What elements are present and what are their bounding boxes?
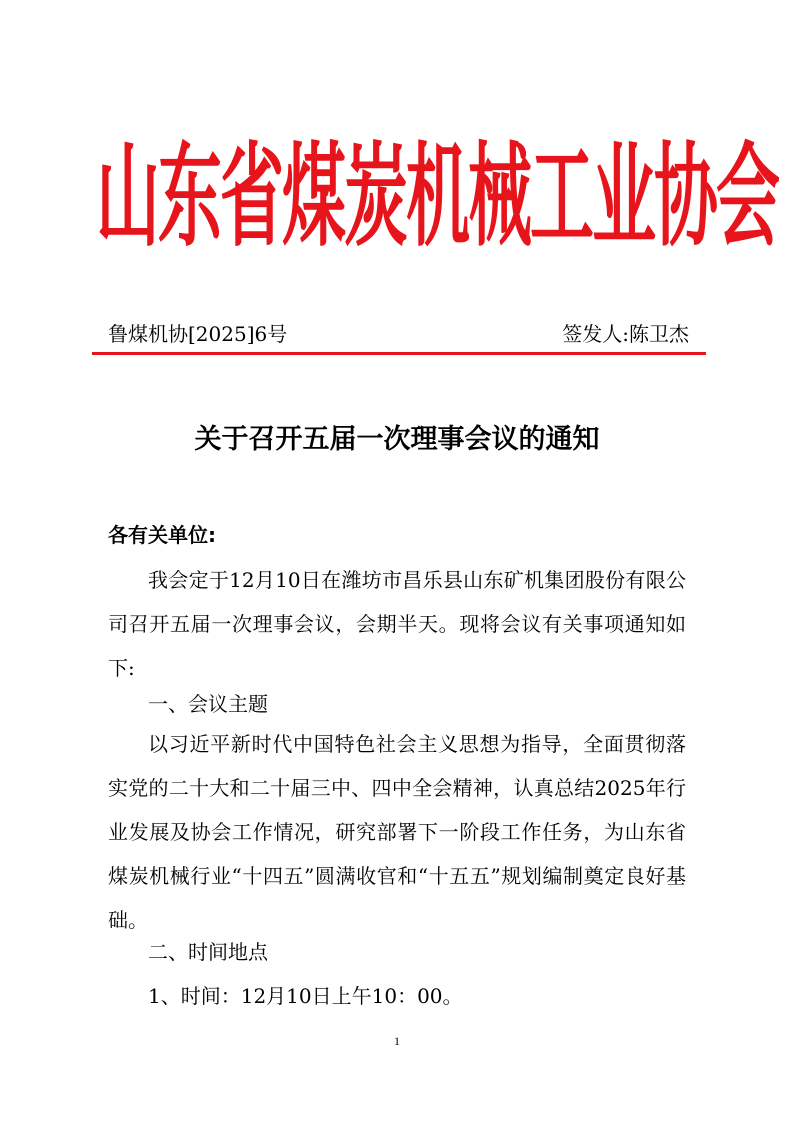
organization-masthead: 山东省煤炭机械工业协会 xyxy=(96,131,778,263)
section-heading-topic: 一、会议主题 xyxy=(148,692,268,716)
page-number: 1 xyxy=(394,1034,400,1048)
section-heading-time-location: 二、时间地点 xyxy=(148,940,268,964)
document-number: 鲁煤机协[2025]6号 xyxy=(108,322,288,346)
topic-paragraph: 以习近平新时代中国特色社会主义思想为指导，全面贯彻落实党的二十大和二十届三中、四中全会精神，认真总结2025年行业发展及协会工作情况，研究部署下一阶段工作任务，为山东省煤炭机械行业“十四五”圆满收官和“十五五”规划编制奠定良好基础。 xyxy=(108,732,686,932)
notice-title: 关于召开五届一次理事会议的通知 xyxy=(194,424,600,455)
red-divider-line xyxy=(92,352,706,355)
salutation: 各有关单位: xyxy=(108,523,216,547)
signer: 签发人:陈卫杰 xyxy=(562,322,689,346)
meeting-time: 1、时间：12月10日上午10：00。 xyxy=(148,984,463,1008)
intro-paragraph: 我会定于12月10日在潍坊市昌乐县山东矿机集团股份有限公司召开五届一次理事会议，会期半天。现将会议有关事项通知如下: xyxy=(108,568,686,680)
